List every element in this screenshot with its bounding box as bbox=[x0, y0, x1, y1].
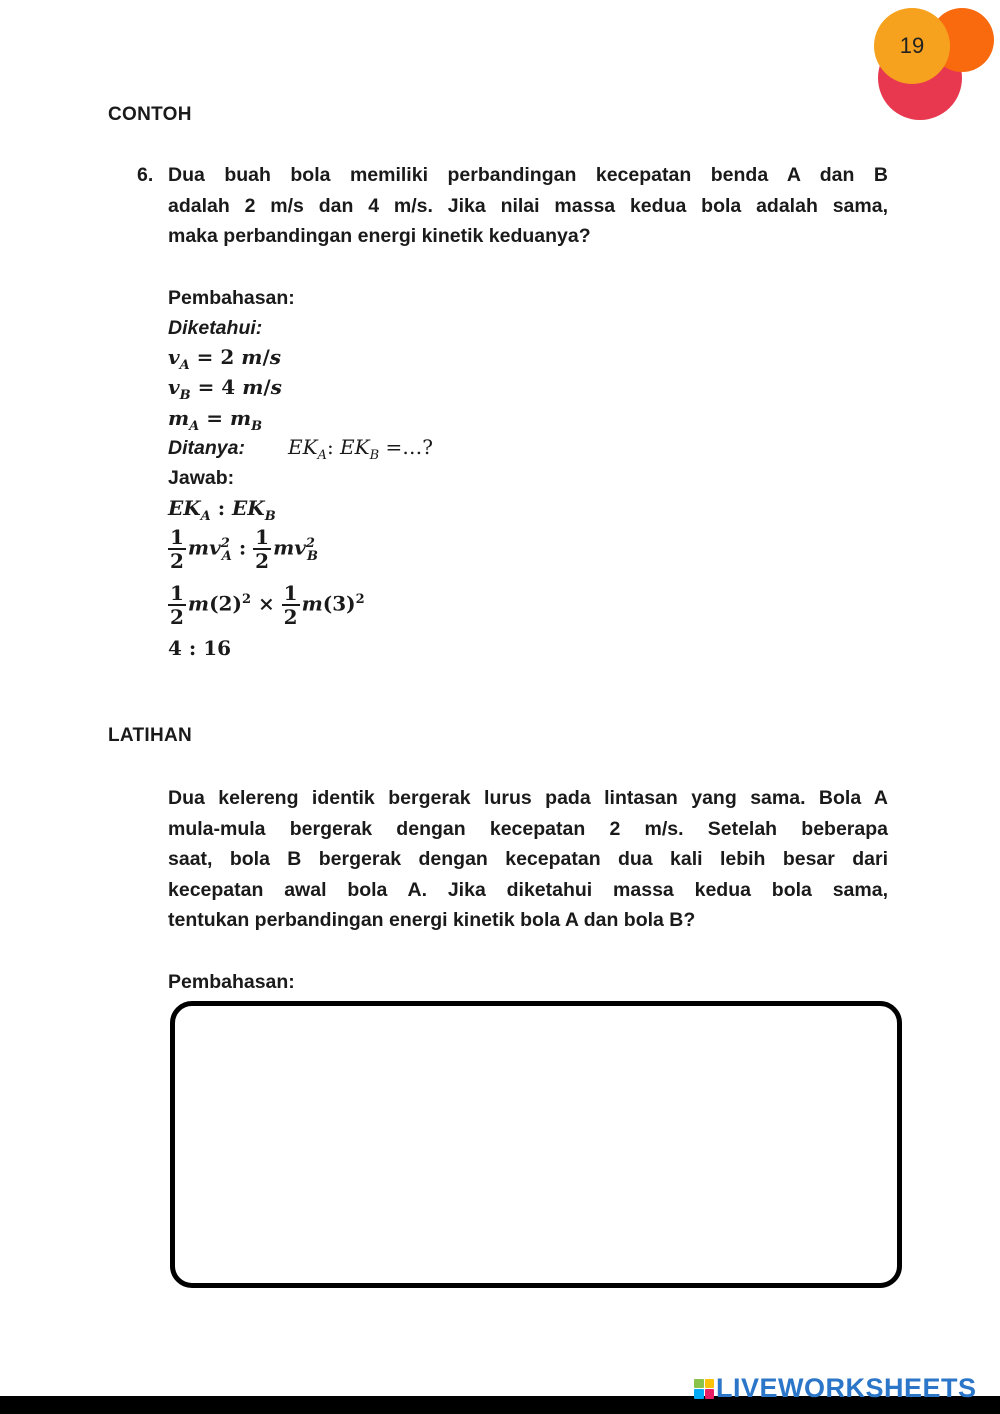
example-problem bbox=[168, 160, 888, 252]
liveworksheets-logo-icon bbox=[694, 1379, 714, 1399]
example-problem-line-2: adalah 2 m/s dan 4 m/s. Jika nilai massa kedua bola adalah sama, bbox=[168, 194, 888, 217]
exercise-problem-line-4: kecepatan awal bola A. Jika diketahui massa kedua bola sama, bbox=[168, 878, 888, 901]
step-2: $\frac{1}{2}$ $mv^2_A$ : $\frac{1}{2}$ $mv^2_B$ bbox=[170, 525, 318, 573]
fraction-half: $\frac{1}{2}$ bbox=[255, 525, 270, 573]
example-problem-line-3: maka perbandingan energi kinetik keduanya? bbox=[168, 225, 591, 247]
exercise-discussion-label: Pembahasan: bbox=[168, 971, 295, 993]
known-mass: $m_A = m_B$ bbox=[168, 406, 263, 434]
exercise-problem-line-5: tentukan perbandingan energi kinetik bola A dan bola B? bbox=[168, 909, 696, 931]
answer-box[interactable] bbox=[170, 1001, 902, 1288]
asked-label: Ditanya: bbox=[168, 437, 245, 459]
example-problem-line-1: Dua buah bola memiliki perbandingan kecepatan benda A dan B bbox=[168, 164, 888, 186]
liveworksheets-logo[interactable] bbox=[694, 1373, 977, 1404]
step-3: $\frac{1}{2}$ $m(2)^2$ × $\frac{1}{2}$ $m(3)^2$ bbox=[170, 581, 365, 629]
known-label: Diketahui: bbox=[168, 317, 263, 339]
step-1: $EK_A$ : $EK_B$ bbox=[168, 496, 276, 524]
answer-label: Jawab: bbox=[168, 467, 235, 489]
exercise-problem-line-2: mula-mula bergerak dengan kecepatan 2 m/s. Setelah beberapa bbox=[168, 817, 888, 840]
example-heading: CONTOH bbox=[108, 104, 192, 125]
exercise-heading: LATIHAN bbox=[108, 725, 193, 746]
fraction-half: $\frac{1}{2}$ bbox=[170, 525, 184, 573]
page-number-badge bbox=[874, 8, 950, 84]
known-vb: $v_B = 4$ m/s bbox=[168, 375, 282, 403]
example-discussion-label: Pembahasan: bbox=[168, 287, 295, 309]
known-va: $v_A = 2$ m/s bbox=[168, 345, 282, 373]
brand-name: LIVEWORKSHEETS bbox=[716, 1373, 977, 1403]
exercise-problem-line-1: Dua kelereng identik bergerak lurus pada lintasan yang sama. Bola A bbox=[168, 787, 888, 809]
fraction-half: $\frac{1}{2}$ bbox=[170, 581, 184, 629]
exercise-problem bbox=[168, 783, 888, 936]
fraction-half: $\frac{1}{2}$ bbox=[283, 581, 298, 629]
page-number: 19 bbox=[899, 33, 925, 58]
problem-number: 6. bbox=[137, 164, 154, 186]
asked-expression: $EK_A$: $EK_B$ =…? bbox=[288, 435, 433, 463]
exercise-problem-line-3: saat, bola B bergerak dengan kecepatan dua kali lebih besar dari bbox=[168, 848, 888, 870]
step-4: 4 : 16 bbox=[168, 636, 232, 660]
